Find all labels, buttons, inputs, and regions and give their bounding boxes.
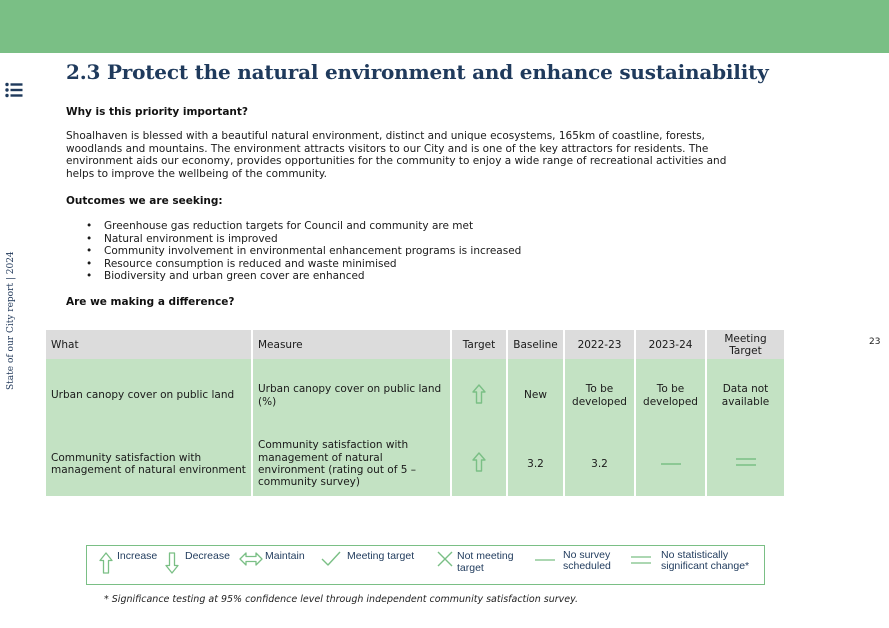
cell-measure: Urban canopy cover on public land (%) xyxy=(252,359,451,432)
table-header-row xyxy=(46,330,784,359)
cross-icon xyxy=(437,551,453,567)
legend-maintain-label: Maintain xyxy=(265,550,305,562)
table-row xyxy=(46,432,784,496)
legend-decrease-label: Decrease xyxy=(185,550,230,562)
header-what: What xyxy=(46,330,252,359)
no-survey-dash-icon xyxy=(535,558,555,562)
cell-2023-24: To be developed xyxy=(635,359,706,432)
list-item: • Natural environment is improved xyxy=(86,233,521,246)
header-target: Target xyxy=(451,330,507,359)
legend-no-change-label-2: significant change* xyxy=(661,560,750,572)
checkmark-icon xyxy=(321,551,341,567)
kpi-table xyxy=(46,330,784,496)
cell-2023-24 xyxy=(635,432,706,496)
header-measure: Measure xyxy=(252,330,451,359)
list-item: • Greenhouse gas reduction targets for Council and community are met xyxy=(86,220,521,233)
outcomes-heading: Outcomes we are seeking: xyxy=(66,195,223,207)
header-banner xyxy=(0,0,889,53)
legend xyxy=(86,545,765,585)
legend-meeting-target-label: Meeting target xyxy=(347,550,415,562)
header-2023-24: 2023-24 xyxy=(635,330,706,359)
cell-what: Community satisfaction with management of natural environment xyxy=(46,432,252,496)
list-item: • Biodiversity and urban green cover are enhanced xyxy=(86,270,521,283)
difference-heading: Are we making a difference? xyxy=(66,296,235,308)
no-significant-change-icon xyxy=(735,457,757,467)
cell-measure: Community satisfaction with management of natural environment (rating out of 5 – community survey) xyxy=(252,432,451,496)
cell-baseline: 3.2 xyxy=(507,432,564,496)
increase-arrow-icon xyxy=(472,384,486,404)
cell-2022-23: 3.2 xyxy=(564,432,635,496)
cell-what: Urban canopy cover on public land xyxy=(46,359,252,432)
table-of-contents-icon[interactable] xyxy=(5,82,23,98)
page-number: 23 xyxy=(869,337,881,347)
cell-2022-23: To be developed xyxy=(564,359,635,432)
list-item: • Community involvement in environmental enhancement programs is increased xyxy=(86,245,521,258)
no-survey-dash-icon xyxy=(660,461,682,467)
footnote: * Significance testing at 95% confidence level through independent community satisfaction survey. xyxy=(104,594,579,605)
cell-meeting-target: Data not available xyxy=(706,359,784,432)
cell-baseline: New xyxy=(507,359,564,432)
why-heading: Why is this priority important? xyxy=(66,106,249,118)
cell-target xyxy=(451,432,507,496)
header-meeting-target: Meeting Target xyxy=(706,330,784,359)
cell-meeting-target xyxy=(706,432,784,496)
maintain-arrow-icon xyxy=(239,552,263,566)
list-item: • Resource consumption is reduced and waste minimised xyxy=(86,258,521,271)
legend-not-meeting-label-2: target xyxy=(457,562,484,574)
page-title: 2.3 Protect the natural environment and enhance sustainability xyxy=(66,60,769,84)
legend-no-change-label-1: No statistically xyxy=(661,549,729,561)
cell-target xyxy=(451,359,507,432)
table-row xyxy=(46,359,784,432)
legend-no-survey-label-2: scheduled xyxy=(563,560,611,572)
no-significant-change-icon xyxy=(631,555,651,565)
legend-increase-label: Increase xyxy=(117,550,158,562)
decrease-arrow-icon xyxy=(165,552,179,574)
why-paragraph: Shoalhaven is blessed with a beautiful natural environment, distinct and unique ecosystems, 165km of coastline, forests, woodlands and mountains. The environment attracts visitors to our City and is one of the key attractors for residents. The environment aids our economy, provides opportunities for the community to enjoy a wide range of recreational activities and helps to improve the wellbeing of the community. xyxy=(66,130,727,180)
increase-arrow-icon xyxy=(472,452,486,472)
outcomes-list xyxy=(86,220,521,283)
header-baseline: Baseline xyxy=(507,330,564,359)
header-2022-23: 2022-23 xyxy=(564,330,635,359)
increase-arrow-icon xyxy=(99,552,113,574)
legend-no-survey-label-1: No survey xyxy=(563,549,611,561)
legend-not-meeting-label-1: Not meeting xyxy=(457,550,514,562)
